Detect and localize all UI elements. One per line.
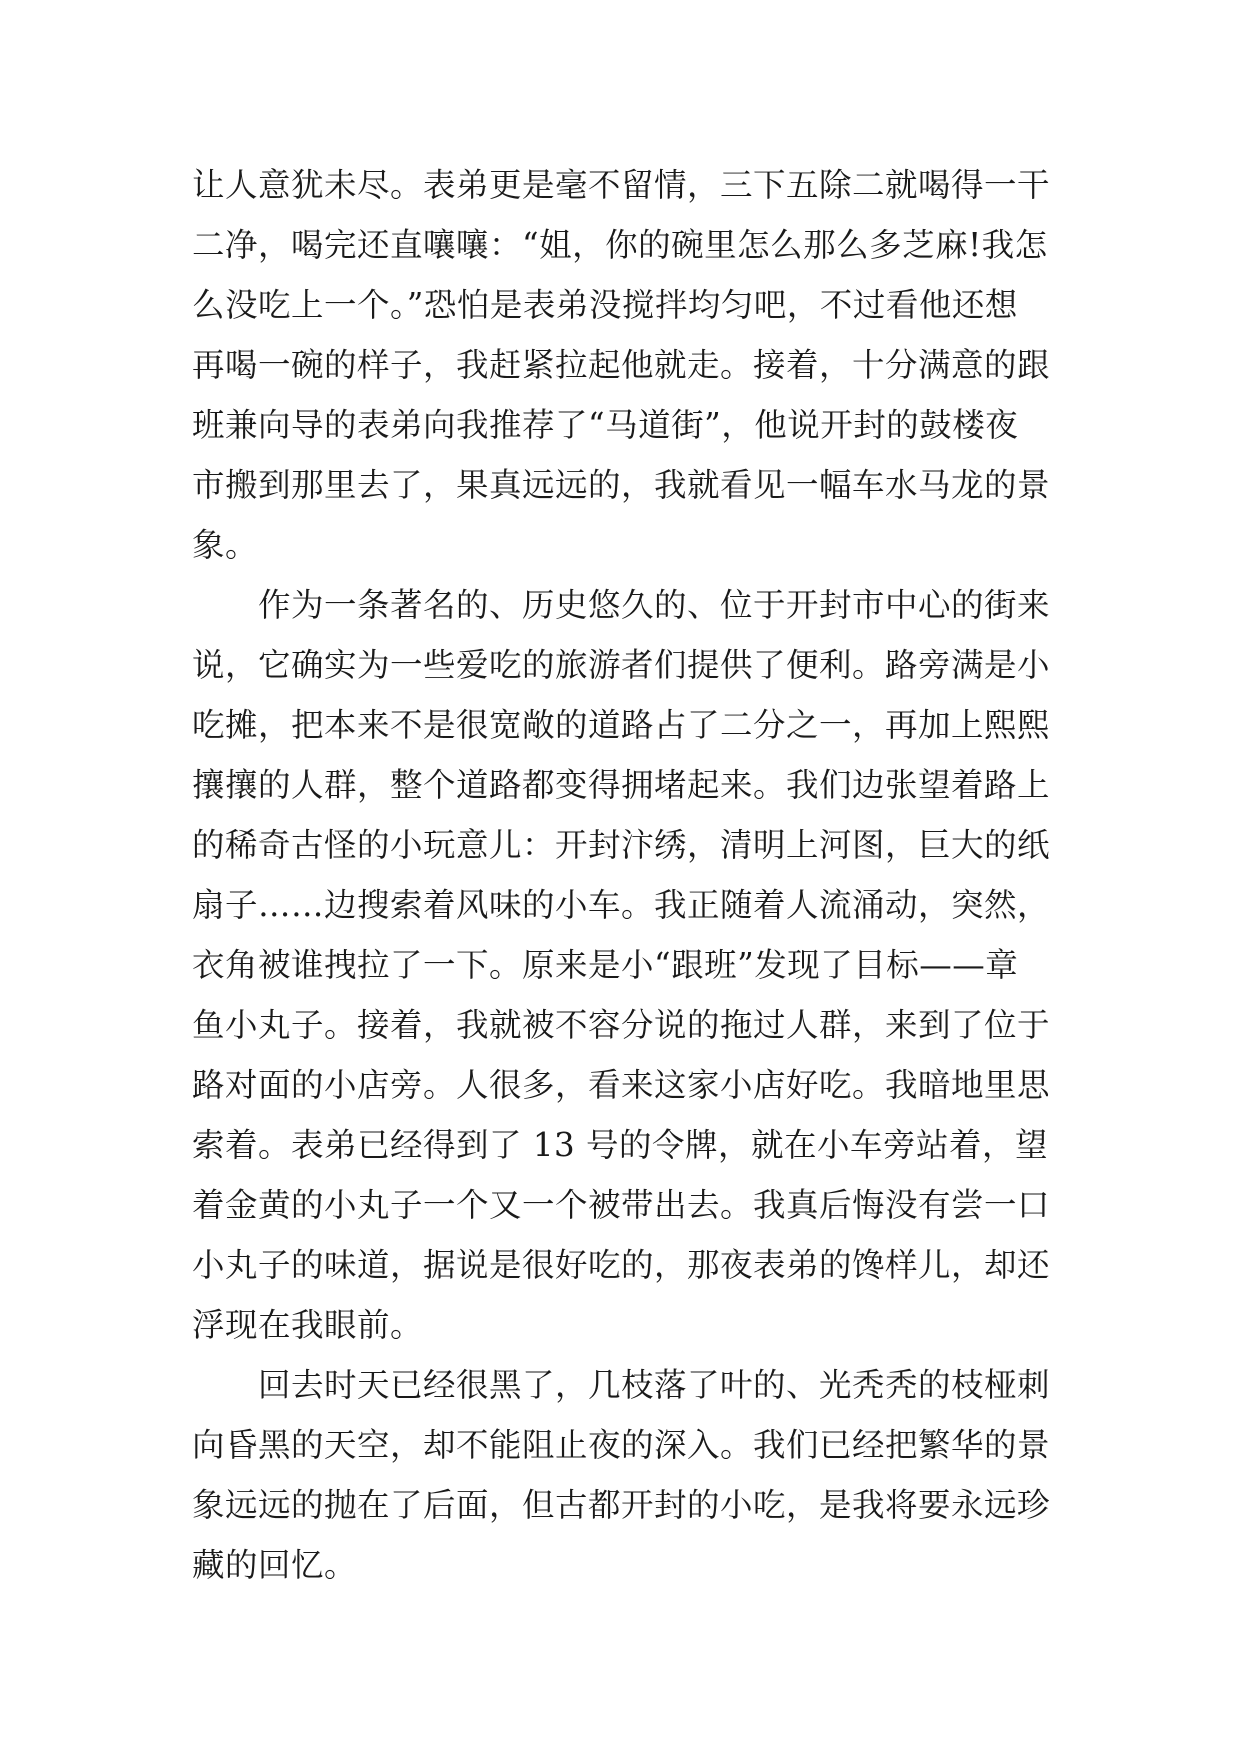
text-line: 小丸子的味道，据说是很好吃的，那夜表弟的馋样儿，却还 <box>192 1246 1051 1284</box>
text-line: 市搬到那里去了，果真远远的，我就看见一幅车水马龙的景 <box>192 466 1051 504</box>
text-line: 着金黄的小丸子一个又一个被带出去。我真后悔没有尝一口 <box>192 1186 1051 1224</box>
text-line: 向昏黑的天空，却不能阻止夜的深入。我们已经把繁华的景 <box>192 1426 1051 1464</box>
body-text <box>192 155 1052 1595</box>
text-line: 让人意犹未尽。表弟更是毫不留情，三下五除二就喝得一干 <box>192 166 1051 204</box>
text-line: 说，它确实为一些爱吃的旅游者们提供了便利。路旁满是小 <box>192 646 1051 684</box>
text-line: 再喝一碗的样子，我赶紧拉起他就走。接着，十分满意的跟 <box>192 346 1051 384</box>
text-line: 扇子……边搜索着风味的小车。我正随着人流涌动，突然， <box>192 886 1051 924</box>
paragraph-2 <box>192 575 1052 1355</box>
text-line: 索着。表弟已经得到了 13 号的令牌，就在小车旁站着，望 <box>192 1126 1049 1164</box>
text-line: 二净，喝完还直嚷嚷：“姐，你的碗里怎么那么多芝麻!我怎 <box>192 226 1048 264</box>
text-line: 象远远的抛在了后面，但古都开封的小吃，是我将要永远珍 <box>192 1486 1051 1524</box>
text-line: 鱼小丸子。接着，我就被不容分说的拖过人群，来到了位于 <box>192 1006 1051 1044</box>
text-line: 攘攘的人群，整个道路都变得拥堵起来。我们边张望着路上 <box>192 766 1051 804</box>
text-line: 藏的回忆。 <box>192 1546 358 1584</box>
paragraph-3 <box>192 1355 1052 1595</box>
text-line: 浮现在我眼前。 <box>192 1306 424 1344</box>
text-line: 么没吃上一个。”恐怕是表弟没搅拌均匀吧，不过看他还想 <box>192 286 1018 324</box>
text-line: 回去时天已经很黑了，几枝落了叶的、光秃秃的枝桠刺 <box>258 1366 1051 1404</box>
text-line: 衣角被谁拽拉了一下。原来是小“跟班”发现了目标——章 <box>192 946 1019 984</box>
text-line: 的稀奇古怪的小玩意儿：开封汴绣，清明上河图，巨大的纸 <box>192 826 1051 864</box>
paragraph-1 <box>192 155 1052 575</box>
text-line: 象。 <box>192 526 259 564</box>
text-line: 作为一条著名的、历史悠久的、位于开封市中心的街来 <box>258 586 1051 624</box>
text-line: 班兼向导的表弟向我推荐了“马道街”，他说开封的鼓楼夜 <box>192 406 1019 444</box>
text-line: 路对面的小店旁。人很多，看来这家小店好吃。我暗地里思 <box>192 1066 1051 1104</box>
text-line: 吃摊，把本来不是很宽敞的道路占了二分之一，再加上熙熙 <box>192 706 1051 744</box>
